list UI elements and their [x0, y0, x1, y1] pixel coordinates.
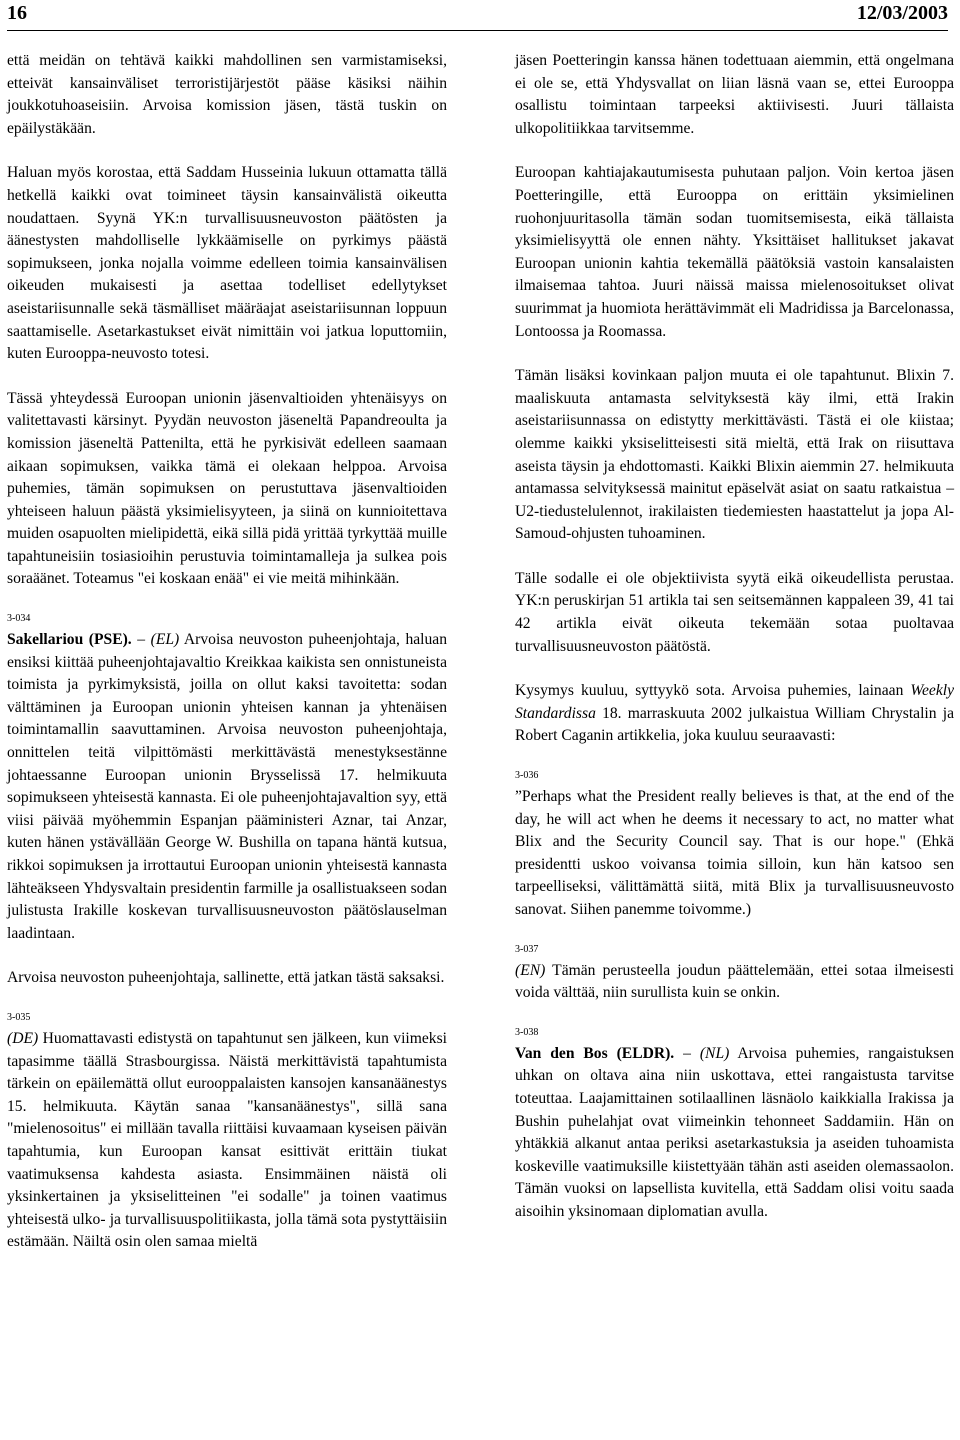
section-id: 3-036 [515, 770, 539, 782]
text-run: 18. marraskuuta 2002 julkaistua William Chrystalin ja Robert Caganin artikkelia, joka kuuluu seuraavasti: [515, 704, 954, 745]
quote-translation: (Ehkä presidentti uskoo voivansa toimia silloin, kun hän katsoo sen tarpeelliseksi, välittämättä siitä, mitä Blix ja turvallisuusneuvosto sanovat. Siihen panemme toivomme.) [515, 833, 954, 918]
paragraph: Tämän lisäksi kovinkaan paljon muuta ei ole tapahtunut. Blixin 7. maaliskuuta antamasta selvityksestä käy ilmi, että Irakin aseistariisunnassa on edistytty merkittävästi. Tästä ei ole kiistaa; olemme kaikki yksiselitteisesti sitä mieltä, että Irak on riisuttava aseista täysin ja ehdottomasti. Kaikki Blixin aiemmin 27. helmikuuta antamassa selvityksessä mainitut epäselvät asiat on saatu ratkaistua – U2-tiedustelulennot, irakilaisten tiedemiesten haastattelut ja jopa Al-Samoud-ohjusten tuhoaminen. [515, 367, 954, 543]
paragraph: että meidän on tehtävä kaikki mahdollinen sen varmistamiseksi, etteivät kansainväliset terroristijärjestöt pääse käsiksi näihin joukkotuhoaseisiin. Arvoisa komission jäsen, tästä tuskin on epäilystäkään. [7, 52, 447, 137]
paragraph: jäsen Poetteringin kanssa hänen todettuaan aiemmin, että ongelmana ei ole se, että Yhdysvallat on liian läsnä vaan se, ettei Eurooppa osallistu toimintaan tarpeeksi aktiivisesti. Juuri tällaista ulkopolitiikkaa tarvitsemme. [515, 52, 954, 137]
speech-paragraph [7, 629, 447, 945]
publication-title: Weekly Standardissa [515, 682, 954, 722]
paragraph: Tässä yhteydessä Euroopan unionin jäsenvaltioiden yhtenäisyys on valitettavasti kärsinyt. Pyydän neuvoston jäseneltä Papandreoulta ja komission jäseneltä Pattenilta, että he pyrkisivät edelleen saamaan aikaan sopimuksen, vaikka tämä ei olekaan helppoa. Arvoisa puhemies, tämän sopimuksen on perustuttava jäsenvaltioiden yhteiseen haluun päästä yksimielisyyteen, ja siinä on kunnioitettava muiden osapuolten mielipidettä, eikä sillä pidä yrittää tyrkyttää muille tapahtuneisiin tosiasioihin perustuvia toimintamalleja ja sulkea pois soraäänet. Toteamus "ei koskaan enää" ei vie meitä mihinkään. [7, 389, 447, 588]
language-code: (DE) [7, 1029, 39, 1047]
dash: – [131, 631, 151, 649]
speech-paragraph [515, 960, 954, 1005]
section-id: 3-034 [7, 613, 31, 625]
dash: – [674, 1044, 700, 1062]
paragraph [515, 680, 954, 748]
language-code: (EN) [515, 961, 546, 979]
speech-text: Huomattavasti edistystä on tapahtunut sen jälkeen, kun viimeksi tapasimme täällä Strasbourgissa. Näistä merkittävistä tapahtumista tärkein on epäilemättä ollut eurooppalaisten kansojen kansanäänestys 15. helmikuuta. Käytän sanaa "kansanäänestys", sillä sana "mielenosoitus" ei millään tavalla riittäisi kuvaamaan kyseisen päivän tapahtumia, kun Euroopan kansat esittivät erittäin tiukat vaatimuksensa kahdesta asiasta. Ensimmäinen näistä oli yksinkertainen ja yksiselitteinen "ei sodalle" ja toinen vaatimus yhteisestä ulko- ja turvallisuuspolitiikasta, jolla tämä sota pystyttäisiin estämään. Näiltä osin olen samaa mieltä [7, 1029, 447, 1251]
section-id: 3-038 [515, 1026, 539, 1038]
left-column [7, 50, 447, 1276]
paragraph: Euroopan kahtiajakautumisesta puhutaan paljon. Voin kertoa jäsen Poetteringille, että Eurooppa on erittäin yksimielinen ruohonjuuritasolla tämän sodan tuomitsemisesta, eikä tällaista yksimielisyyttä ole ennen nähty. Yksittäiset hallitukset jakavat Euroopan unionin kahtia tekemällä päätöksiä vastoin kansalaisten ilmaisemaa tahtoa. Juuri näissä maissa mielenosoitukset olivat suurimmat ja huomiota herättävimmät eli Madridissa ja Barcelonassa, Lontoossa ja Roomassa. [515, 164, 954, 340]
speech-text: Arvoisa neuvoston puheenjohtaja, haluan ensiksi kiittää puheenjohtajavaltio Kreikkaa kaikista sen onnistuneista toimista ja pyrkimyksistä, joilla on ollut kaksi tavoitetta: sodan välttäminen ja Euroopan unionin yhteisen kannan ja yhtenäisen toimintamallin saavuttaminen. Arvoisa neuvoston puheenjohtaja, onnittelen teitä vilpittömästi merkittävästä menestyksestänne johtaessanne Euroopan unionin Brysselissä 17. helmikuuta sopimukseen yhteisestä kannasta. Ei ole puheenjohtajavaltion syy, että viisi päivää myöhemmin Espanjan pääministeri Aznar, tai Anzar, kuten hänen ystävällään George W. Bushilla on tapana häntä kutsua, rikkoi sopimuksen ja irrottautui Euroopan unionin yhteisestä kannasta lähteäkseen Yhdysvaltain presidentin farmille ja osallistuakseen sodan julistusta Irakille koskevan turvallisuusneuvoston päätöslauselman laadintaan. [7, 631, 448, 942]
speaker-name: Van den Bos (ELDR). [515, 1044, 675, 1062]
section-id: 3-037 [515, 943, 539, 955]
language-code: (EL) [150, 631, 180, 649]
page-number: 16 [7, 2, 27, 24]
text-run: Kysymys kuuluu, syttyykö sota. Arvoisa puhemies, lainaan [515, 682, 911, 700]
paragraph: Tälle sodalle ei ole objektiivista syytä eikä oikeudellista perustaa. YK:n peruskirjan 51 artikla tai sen seitsemännen kappaleen 39, 41 tai 42 artikla eivät oikeuta tekemään sotaa puoltavaa turvallisuusneuvoston päätöstä. [515, 569, 954, 655]
speech-paragraph [7, 1028, 447, 1254]
language-code: (NL) [699, 1044, 730, 1062]
paragraph: Haluan myös korostaa, että Saddam Husseinia lukuun ottamatta tällä hetkellä kaikki ovat toimineet täysin kansainvälistä oikeutta noudattaen. Syynä YK:n turvallisuusneuvoston päätösten ja äänestysten mahdolliselle lykkäämiselle on pyrkimys päästä sopimukseen, jonka nojalla voimme edelleen toimia kansainvälisen oikeuden mukaisesti ja asettaa todelliset edellytykset aseistariisunnalle sekä täsmälliset määräajat aseistariisunnan loppuun saattamiselle. Asetarkastukset eivät nimittäin voi jatkua loputtomiin, kuten Eurooppa-neuvosto totesi. [7, 164, 447, 363]
section-id: 3-035 [7, 1011, 31, 1023]
speech-text: Arvoisa puhemies, rangaistuksen uhkan on oltava aina niin uskottava, ettei rangaistusta tarvitse toteuttaa. Laajamittainen sotilaallinen läsnäolo kaikkialla Irakissa ja Bushin puhelahjat ovat viimeinkin tehonneet Saddamiin. Hän on yhtäkkiä alkanut antaa periksi asetarkastuksia ja aseiden tuhoamista koskeville vaatimuksille kiistettyään tähän asti aseiden olemassaolon. Tämän vuoksi on lapsellista kuvitella, että Saddam olisi voitu saada aisoihin yksinomaan diplomatian avulla. [515, 1044, 955, 1220]
page-header [7, 0, 948, 31]
paragraph: Arvoisa neuvoston puheenjohtaja, sallinette, että jatkan tästä saksaksi. [7, 969, 445, 987]
session-date: 12/03/2003 [856, 2, 948, 24]
quote-text: ”Perhaps what the President really believes is that, at the end of the day, he will act when he deems it necessary to act, no matter what Blix and the Security Council say. That is our hope." [515, 788, 954, 851]
speaker-name: Sakellariou (PSE). [7, 631, 132, 649]
quote-paragraph [515, 786, 954, 922]
speech-text: Tämän perusteella joudun päättelemään, ettei sotaa ilmeisesti voida välttää, niin surullista kuin se onkin. [515, 961, 954, 1002]
right-column [515, 50, 954, 1246]
speech-paragraph [515, 1043, 954, 1224]
